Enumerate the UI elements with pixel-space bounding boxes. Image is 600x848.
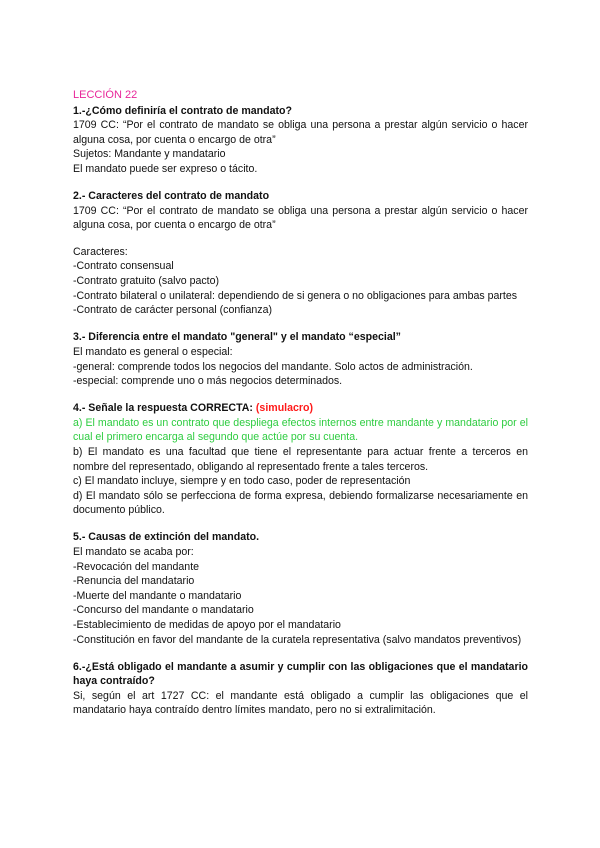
option-d: d) El mandato sólo se perfecciona de forma expresa, debiendo formalizarse necesariamente en documento público. <box>73 489 528 517</box>
question-1-heading: 1.-¿Cómo definiría el contrato de mandato? <box>73 104 292 117</box>
subjects-text: Sujetos: Mandante y mandatario <box>73 148 226 161</box>
spacer <box>73 233 528 245</box>
section-6 <box>73 660 528 718</box>
correct-option-a: a) El mandato es un contrato que despliega efectos internos entre mandante y mandatario por el cual el primero encarga al segundo que actúe por su cuenta. <box>73 416 528 444</box>
section-4 <box>73 401 528 518</box>
caracteres-label: Caracteres: <box>73 245 128 258</box>
list-item: -Revocación del mandante <box>73 560 200 573</box>
question-6-heading: 6.-¿Está obligado el mandante a asumir y cumplir con las obligaciones que el mandatario haya contraído? <box>73 660 528 688</box>
list-item: -Muerte del mandante o mandatario <box>73 589 242 602</box>
list-item: -Establecimiento de medidas de apoyo por el mandatario <box>73 619 341 631</box>
definition-text: 1709 CC: “Por el contrato de mandato se obliga una persona a prestar algún servicio o hacer alguna cosa, por cuenta o encargo de otra” <box>73 204 528 232</box>
answer-text: Si, según el art 1727 CC: el mandante está obligado a cumplir las obligaciones que el mandatario haya contraído dentro límites mandato, pero no si extralimitación. <box>73 689 528 717</box>
section-1 <box>73 104 528 177</box>
question-4-heading <box>73 401 528 416</box>
form-text: El mandato puede ser expreso o tácito. <box>73 162 258 175</box>
definition-text: 1709 CC: “Por el contrato de mandato se obliga una persona a prestar algún servicio o hacer alguna cosa, por cuenta o encargo de otra” <box>73 119 528 146</box>
simulacro-tag: (simulacro) <box>255 402 314 415</box>
list-item: -Contrato consensual <box>73 260 174 273</box>
section-2 <box>73 189 528 318</box>
option-b: b) El mandato es una facultad que tiene el representante para actuar frente a terceros en nombre del representado, obligando al representado frente a tales terceros. <box>73 445 528 473</box>
answer-line: -general: comprende todos los negocios del mandante. Solo actos de administración. <box>73 360 473 373</box>
question-4-text: 4.- Señale la respuesta CORRECTA: <box>73 402 253 415</box>
list-item: -Contrato bilateral o unilateral: dependiendo de si genera o no obligaciones para ambas partes <box>73 289 518 302</box>
list-item: -Contrato gratuito (salvo pacto) <box>73 275 220 288</box>
question-5-heading: 5.- Causas de extinción del mandato. <box>73 531 260 544</box>
answer-line: El mandato es general o especial: <box>73 345 233 358</box>
question-2-heading: 2.- Caracteres del contrato de mandato <box>73 190 270 203</box>
question-3-heading: 3.- Diferencia entre el mandato "general" y el mandato “especial” <box>73 331 401 344</box>
list-item: -Renuncia del mandatario <box>73 575 195 588</box>
list-item: -Constitución en favor del mandante de la curatela representativa (salvo mandatos preventivos) <box>73 633 522 646</box>
answer-line: -especial: comprende uno o más negocios determinados. <box>73 375 343 388</box>
list-item: -Contrato de carácter personal (confianza) <box>73 304 273 317</box>
section-5 <box>73 530 528 647</box>
document-page <box>73 88 528 731</box>
intro-text: El mandato se acaba por: <box>73 546 194 559</box>
section-3 <box>73 330 528 388</box>
option-c: c) El mandato incluye, siempre y en todo caso, poder de representación <box>73 475 411 488</box>
lesson-title: LECCIÓN 22 <box>73 89 138 101</box>
list-item: -Concurso del mandante o mandatario <box>73 604 254 617</box>
